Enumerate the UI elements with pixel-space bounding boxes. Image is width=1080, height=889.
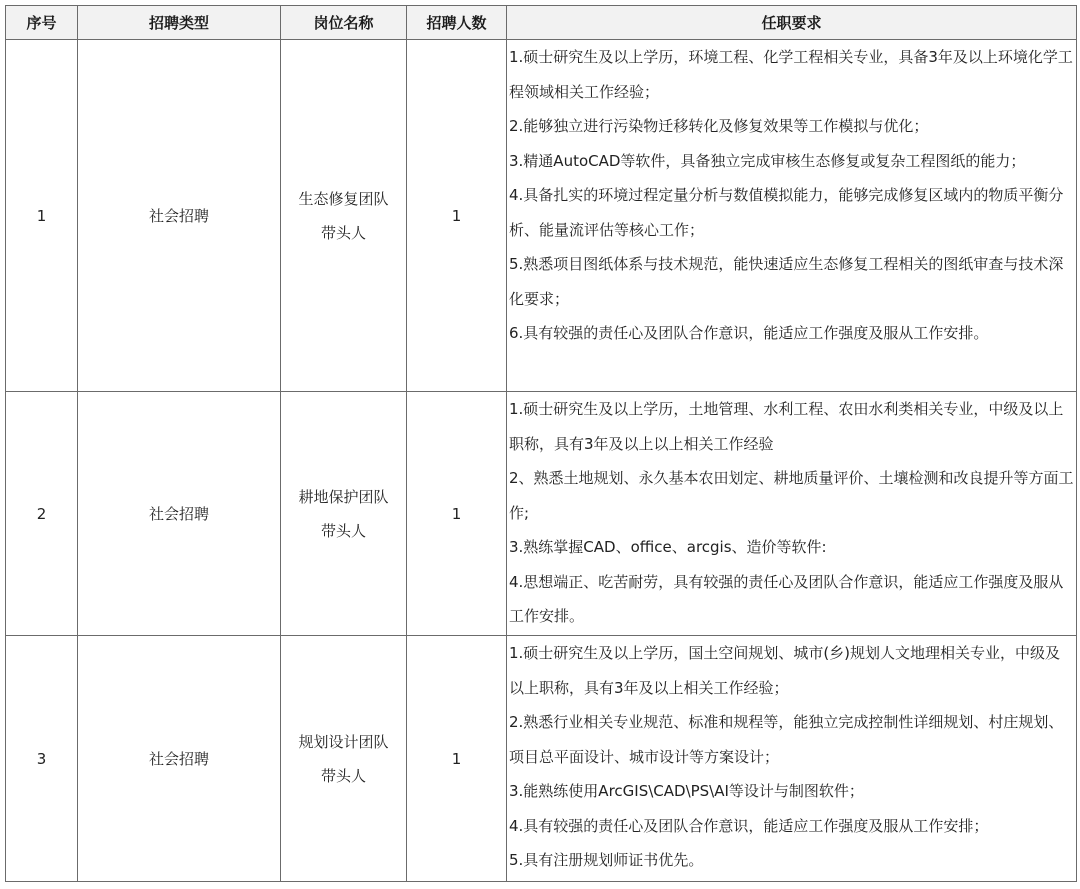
header-seq: 序号 [6, 6, 78, 40]
position-line: 规划设计团队 [298, 732, 389, 751]
requirement-item: 1.硕士研究生及以上学历，国土空间规划、城市(乡)规划人文地理相关专业，中级及以上职称，具有3年及以上相关工作经验； [509, 644, 1061, 697]
seq-cell: 2 [6, 392, 78, 636]
type-cell: 社会招聘 [78, 40, 281, 392]
requirement-item: 3.精通AutoCAD等软件，具备独立完成审核生态修复或复杂工程图纸的能力； [509, 151, 1026, 170]
type-cell: 社会招聘 [78, 636, 281, 882]
position-cell [281, 636, 407, 882]
position-line: 带头人 [320, 766, 366, 785]
seq-cell: 3 [6, 636, 78, 882]
requirement-item: 3.熟练掌握CAD、office、arcgis、造价等软件: [509, 538, 827, 556]
requirement-item: 2.能够独立进行污染物迁移转化及修复效果等工作模拟与优化； [509, 117, 929, 135]
position-cell [281, 40, 407, 392]
recruitment-table [5, 5, 1077, 882]
header-requirements: 任职要求 [507, 6, 1077, 40]
header-count: 招聘人数 [407, 6, 507, 40]
position-line: 带头人 [320, 223, 366, 242]
seq-cell: 1 [6, 40, 78, 392]
requirement-item: 2、熟悉土地规划、永久基本农田划定、耕地质量评价、土壤检测和改良提升等方面工作; [509, 469, 1074, 522]
requirements-cell [507, 392, 1077, 636]
table-row [6, 40, 1077, 392]
requirement-item: 3.能熟练使用ArcGIS\CAD\PS\AI等设计与制图软件； [509, 782, 864, 800]
type-cell: 社会招聘 [78, 392, 281, 636]
requirement-item: 6.具有较强的责任心及团队合作意识，能适应工作强度及服从工作安排。 [509, 324, 989, 342]
requirements-cell [507, 636, 1077, 882]
table-row [6, 636, 1077, 882]
requirement-item: 4.具有较强的责任心及团队合作意识，能适应工作强度及服从工作安排； [509, 816, 989, 835]
requirement-item: 1.硕士研究生及以上学历，环境工程、化学工程相关专业，具备3年及以上环境化学工程领域相关工作经验； [509, 48, 1073, 101]
requirement-item: 5.具有注册规划师证书优先。 [509, 851, 704, 869]
count-cell: 1 [407, 392, 507, 636]
table-header-row [6, 6, 1077, 40]
count-cell: 1 [407, 636, 507, 882]
requirement-item: 1.硕士研究生及以上学历，土地管理、水利工程、农田水利类相关专业，中级及以上职称，具有3年及以上以上相关工作经验 [509, 400, 1064, 453]
count-cell: 1 [407, 40, 507, 392]
table-row [6, 392, 1077, 636]
position-cell [281, 392, 407, 636]
position-line: 带头人 [320, 521, 366, 540]
requirement-item: 5.熟悉项目图纸体系与技术规范，能快速适应生态修复工程相关的图纸审查与技术深化要求； [509, 255, 1064, 308]
requirement-item: 4.具备扎实的环境过程定量分析与数值模拟能力，能够完成修复区域内的物质平衡分析、能量流评估等核心工作； [509, 186, 1064, 239]
requirement-item: 2.熟悉行业相关专业规范、标准和规程等，能独立完成控制性详细规划、村庄规划、项目总平面设计、城市设计等方案设计； [509, 713, 1064, 766]
header-position: 岗位名称 [281, 6, 407, 40]
requirement-item: 4.思想端正、吃苦耐劳，具有较强的责任心及团队合作意识，能适应工作强度及服从工作安排。 [509, 572, 1064, 625]
position-line: 生态修复团队 [298, 189, 389, 208]
position-line: 耕地保护团队 [298, 487, 389, 506]
requirements-cell [507, 40, 1077, 392]
header-type: 招聘类型 [78, 6, 281, 40]
